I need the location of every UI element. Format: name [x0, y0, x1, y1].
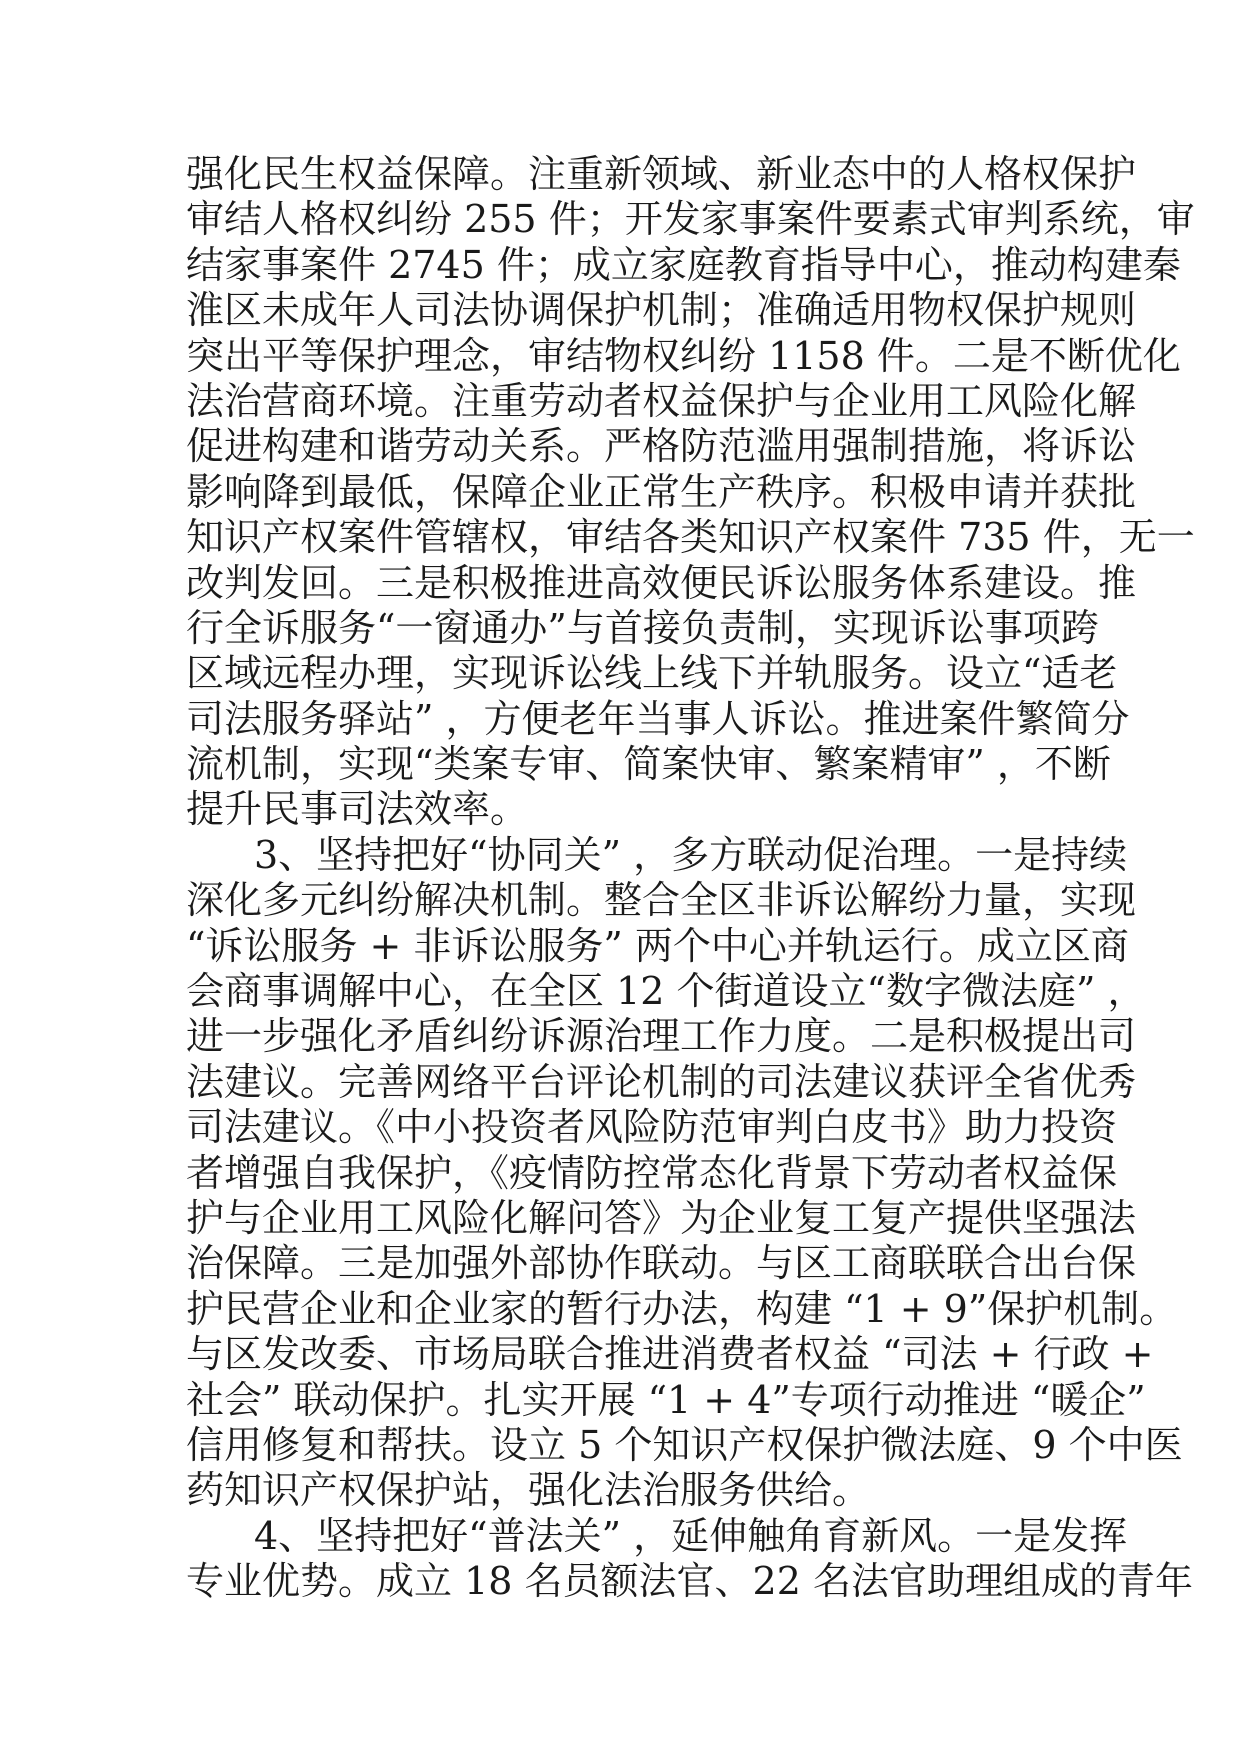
- text-line: 治保障。三是加强外部协作联动。与区工商联联合出台保: [186, 1241, 1137, 1286]
- text-line: 药知识产权保护站，强化法治服务供给。: [186, 1468, 871, 1513]
- text-line: 审结人格权纠纷 255 件；开发家事案件要素式审判系统，审: [186, 197, 1195, 242]
- text-line: 护民营企业和企业家的暂行办法，构建 “1 + 9”保护机制。: [186, 1286, 1178, 1331]
- text-line: 结家事案件 2745 件；成立家庭教育指导中心，推动构建秦: [186, 242, 1181, 287]
- text-line: 法建议。完善网络平台评论机制的司法建议获评全省优秀: [186, 1059, 1137, 1104]
- text-line: 知识产权案件管辖权，审结各类知识产权案件 735 件，无一: [186, 515, 1195, 560]
- text-line: 行全诉服务“一窗通办”与首接负责制，实现诉讼事项跨: [186, 605, 1099, 650]
- text-line: 流机制，实现“类案专审、简案快审、繁案精审” ，不断: [186, 742, 1111, 787]
- text-line: 会商事调解中心，在全区 12 个街道设立“数字微法庭” ，: [186, 969, 1146, 1014]
- text-line: 改判发回。三是积极推进高效便民诉讼服务体系建设。推: [186, 560, 1137, 605]
- text-line: 司法服务驿站” ，方便老年当事人诉讼。推进案件繁简分: [186, 696, 1130, 741]
- text-line: 强化民生权益保障。注重新领域、新业态中的人格权保护: [186, 152, 1137, 196]
- text-line: 专业优势。成立 18 名员额法官、22 名法官助理组成的青年: [186, 1559, 1193, 1604]
- paragraph-first-line: 3、坚持把好“协同关” ，多方联动促治理。一是持续: [254, 832, 1128, 877]
- text-line: 突出平等保护理念，审结物权纠纷 1158 件。二是不断优化: [186, 333, 1181, 378]
- body-text: [186, 152, 1195, 1605]
- paragraph-first-line: 4、坚持把好“普法关” ，延伸触角育新风。一是发挥: [254, 1513, 1128, 1558]
- text-line: 与区发改委、市场局联合推进消费者权益 “司法 + 行政 +: [186, 1332, 1154, 1377]
- text-line: 进一步强化矛盾纠纷诉源治理工作力度。二是积极提出司: [186, 1014, 1137, 1059]
- text-line: 区域远程办理，实现诉讼线上线下并轨服务。设立“适老: [186, 651, 1118, 696]
- text-line: 影响降到最低，保障企业正常生产秩序。积极申请并获批: [186, 469, 1137, 514]
- text-line: 者增强自我保护，《疫情防控常态化背景下劳动者权益保: [186, 1150, 1118, 1195]
- text-line: 法治营商环境。注重劳动者权益保护与企业用工风险化解: [186, 378, 1137, 423]
- text-line: 促进构建和谐劳动关系。严格防范滥用强制措施，将诉讼: [186, 424, 1137, 469]
- text-line: 提升民事司法效率。: [186, 787, 529, 832]
- text-line: 信用修复和帮扶。设立 5 个知识产权保护微法庭、9 个中医: [186, 1422, 1183, 1467]
- text-line: 护与企业用工风险化解问答》为企业复工复产提供坚强法: [186, 1195, 1137, 1240]
- text-line: “诉讼服务 + 非诉讼服务” 两个中心并轨运行。成立区商: [186, 923, 1129, 968]
- text-line: 淮区未成年人司法协调保护机制；准确适用物权保护规则: [186, 288, 1137, 333]
- text-line: 深化多元纠纷解决机制。整合全区非诉讼解纷力量，实现: [186, 878, 1137, 923]
- text-line: 司法建议。《中小投资者风险防范审判白皮书》助力投资: [186, 1105, 1118, 1150]
- text-line: 社会” 联动保护。扎实开展 “1 + 4”专项行动推进 “暖企”: [186, 1377, 1146, 1422]
